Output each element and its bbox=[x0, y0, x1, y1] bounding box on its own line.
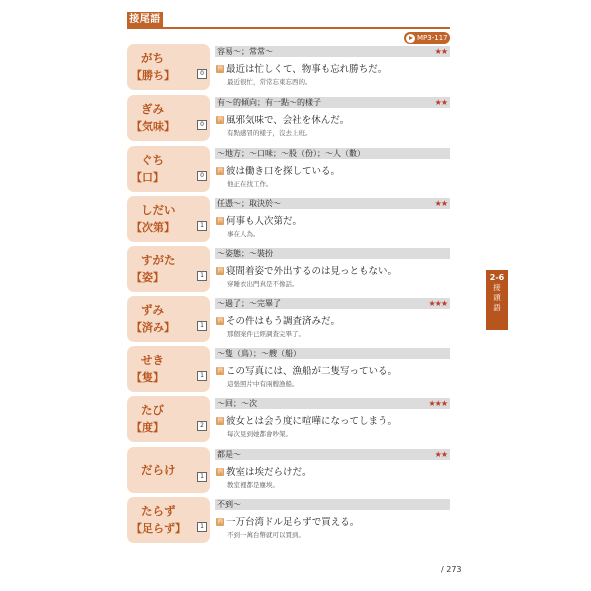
example-translation: 這張照片中有兩艘漁船。 bbox=[227, 380, 299, 388]
example-sentence: 教室は埃だらけだ。 bbox=[226, 467, 312, 478]
example-sentence: その件はもう調査済みだ。 bbox=[226, 316, 341, 327]
vocab-entry bbox=[127, 346, 450, 392]
word-kanji: 【済み】 bbox=[131, 321, 175, 334]
vocab-entry bbox=[127, 44, 450, 90]
audio-track-label: MP3-117 bbox=[417, 34, 448, 42]
meaning-text: ～姿態；～裝扮 bbox=[217, 249, 273, 258]
word-kanji: 【次第】 bbox=[131, 221, 175, 234]
word-kana: だらけ bbox=[141, 463, 176, 477]
vocab-entry bbox=[127, 146, 450, 192]
example-translation: 事在人為。 bbox=[227, 230, 260, 238]
example-translation: 有點感冒的樣子，沒去上班。 bbox=[227, 129, 312, 137]
word-card bbox=[127, 296, 210, 342]
example-sentence: この写真には、漁船が二隻写っている。 bbox=[226, 366, 398, 377]
accent-number: 0 bbox=[197, 120, 207, 130]
example-icon: 例 bbox=[217, 218, 223, 224]
vocab-entry bbox=[127, 296, 450, 342]
importance-stars: ★★ bbox=[434, 450, 447, 459]
example-icon: 例 bbox=[217, 117, 223, 123]
word-kana: ぐち bbox=[141, 153, 164, 167]
example-translation: 教室裡都是塵埃。 bbox=[227, 481, 279, 489]
meaning-text: ～過了；～完畢了 bbox=[217, 299, 281, 308]
word-kana: ぎみ bbox=[141, 102, 164, 116]
meaning-text: ～隻（鳥）；～艘（船） bbox=[217, 349, 301, 358]
word-card bbox=[127, 447, 210, 493]
meaning-text: ～地方；～口味；～股（份）；～人（數） bbox=[217, 149, 365, 158]
word-kanji: 【勝ち】 bbox=[131, 69, 175, 82]
word-kana: しだい bbox=[141, 203, 176, 217]
word-kanji: 【足らず】 bbox=[131, 522, 186, 535]
example-sentence: 何事も人次第だ。 bbox=[226, 216, 303, 227]
meaning-bar bbox=[215, 499, 450, 510]
importance-stars: ★★★ bbox=[428, 399, 447, 408]
word-card bbox=[127, 95, 210, 141]
example-translation: 他正在找工作。 bbox=[227, 180, 273, 188]
meaning-bar bbox=[215, 248, 450, 259]
vocab-entry bbox=[127, 497, 450, 543]
vocab-entry bbox=[127, 95, 450, 141]
section-title: 接尾語 bbox=[127, 12, 163, 27]
accent-number: 1 bbox=[197, 321, 207, 331]
chapter-title-char: 頭 bbox=[493, 293, 501, 302]
word-card bbox=[127, 497, 210, 543]
accent-number: 1 bbox=[197, 371, 207, 381]
example-icon: 例 bbox=[217, 469, 223, 475]
example-translation: 那個案件已經調查完畢了。 bbox=[227, 330, 305, 338]
example-sentence: 一万台湾ドル足らずで買える。 bbox=[226, 517, 360, 528]
word-kana: ずみ bbox=[141, 303, 164, 317]
importance-stars: ★★ bbox=[434, 199, 447, 208]
meaning-text: 容易～；常常～ bbox=[217, 47, 273, 56]
word-card bbox=[127, 346, 210, 392]
play-icon[interactable] bbox=[406, 34, 415, 43]
meaning-text: 都是～ bbox=[217, 450, 241, 459]
accent-number: 2 bbox=[197, 421, 207, 431]
chapter-title-char: 語 bbox=[493, 303, 501, 312]
example-icon: 例 bbox=[217, 66, 223, 72]
page-number: / 273 bbox=[441, 565, 462, 574]
accent-number: 1 bbox=[197, 522, 207, 532]
word-kana: がち bbox=[141, 51, 164, 65]
example-icon: 例 bbox=[217, 368, 223, 374]
word-kana: せき bbox=[141, 353, 164, 367]
meaning-bar bbox=[215, 348, 450, 359]
example-icon: 例 bbox=[217, 318, 223, 324]
example-translation: 穿睡衣出門真是不像話。 bbox=[227, 280, 299, 288]
word-kanji: 【隻】 bbox=[131, 371, 164, 384]
importance-stars: ★★ bbox=[434, 98, 447, 107]
word-card bbox=[127, 396, 210, 442]
importance-stars: ★★ bbox=[434, 47, 447, 56]
accent-number: 0 bbox=[197, 171, 207, 181]
chapter-title-char: 接 bbox=[493, 283, 501, 292]
word-kana: すがた bbox=[141, 253, 176, 267]
meaning-bar bbox=[215, 148, 450, 159]
meaning-text: ～回；～次 bbox=[217, 399, 257, 408]
accent-number: 1 bbox=[197, 472, 207, 482]
example-sentence: 寝間着姿で外出するのは見っともない。 bbox=[226, 266, 398, 277]
word-kanji: 【口】 bbox=[131, 171, 164, 184]
accent-number: 0 bbox=[197, 69, 207, 79]
meaning-text: 任憑～；取決於～ bbox=[217, 199, 281, 208]
meaning-bar bbox=[215, 298, 450, 309]
word-kana: たらず bbox=[141, 504, 176, 518]
importance-stars: ★★★ bbox=[428, 299, 447, 308]
example-sentence: 風邪気味で、会社を休んだ。 bbox=[226, 115, 350, 126]
meaning-bar bbox=[215, 97, 450, 108]
accent-number: 1 bbox=[197, 271, 207, 281]
vocab-entry bbox=[127, 196, 450, 242]
vocab-entry bbox=[127, 246, 450, 292]
example-icon: 例 bbox=[217, 168, 223, 174]
example-translation: 不到一萬台幣就可以買到。 bbox=[227, 531, 305, 539]
meaning-text: 有～的傾向；有一點～的樣子 bbox=[217, 98, 321, 107]
word-card bbox=[127, 44, 210, 90]
meaning-text: 不到～ bbox=[217, 500, 241, 509]
meaning-bar bbox=[215, 449, 450, 460]
example-translation: 最近很忙，常常忘東忘西的。 bbox=[227, 78, 312, 86]
word-kana: たび bbox=[141, 403, 164, 417]
chapter-number: 2-6 bbox=[489, 273, 505, 282]
vocab-entry bbox=[127, 396, 450, 442]
vocab-entry bbox=[127, 447, 450, 493]
word-card bbox=[127, 246, 210, 292]
meaning-bar bbox=[215, 198, 450, 209]
example-sentence: 彼女とは会う度に喧嘩になってしまう。 bbox=[226, 416, 398, 427]
example-icon: 例 bbox=[217, 268, 223, 274]
meaning-bar bbox=[215, 398, 450, 409]
chapter-side-tab bbox=[486, 270, 508, 330]
meaning-bar bbox=[215, 46, 450, 57]
audio-track-badge[interactable] bbox=[404, 32, 450, 44]
example-icon: 例 bbox=[217, 519, 223, 525]
accent-number: 1 bbox=[197, 221, 207, 231]
example-translation: 每次見到她都會吵架。 bbox=[227, 430, 292, 438]
word-card bbox=[127, 146, 210, 192]
example-sentence: 彼は働き口を探している。 bbox=[226, 166, 341, 177]
word-kanji: 【気味】 bbox=[131, 120, 175, 133]
header-divider bbox=[127, 27, 450, 29]
word-kanji: 【姿】 bbox=[131, 271, 164, 284]
word-card bbox=[127, 196, 210, 242]
example-icon: 例 bbox=[217, 418, 223, 424]
word-kanji: 【度】 bbox=[131, 421, 164, 434]
example-sentence: 最近は忙しくて、物事も忘れ勝ちだ。 bbox=[226, 64, 388, 75]
